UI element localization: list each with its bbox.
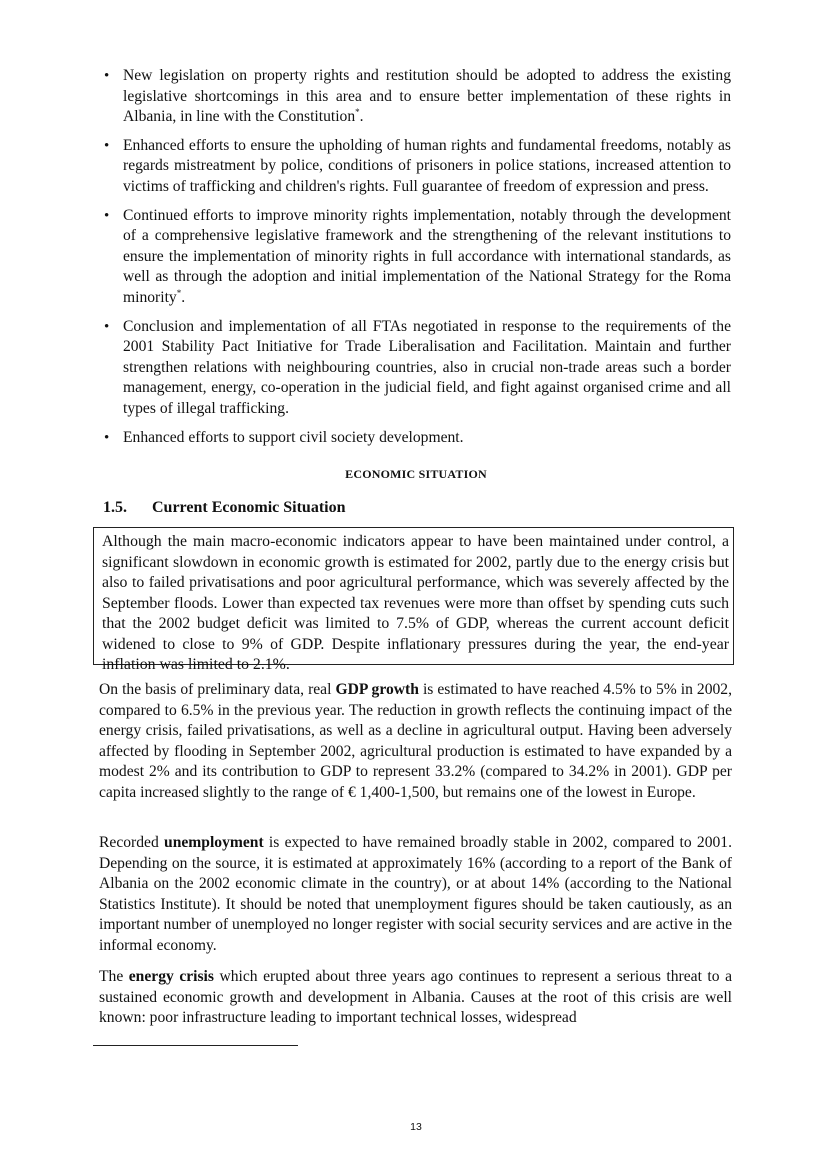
bold-term: energy crisis bbox=[128, 968, 214, 985]
footnote-mark: * bbox=[176, 287, 182, 298]
section-title: Current Economic Situation bbox=[152, 499, 346, 516]
gdp-paragraph bbox=[99, 680, 732, 803]
list-item-text: Enhanced efforts to ensure the upholding of human rights and fundamental freedoms, notably as regards mistreatment by police, conditions of prisoners in police stations, increased attention to victims of trafficking and children's rights. Full guarantee of freedom of expression and press. bbox=[123, 136, 731, 195]
list-item bbox=[103, 66, 731, 128]
footnote-separator bbox=[93, 1045, 298, 1046]
paragraph-text: is estimated to have reached 4.5% to 5% in 2002, compared to 6.5% in the previous year. The reduction in growth reflects the continuing impact of the energy crisis, failed privatisations, as well as a decline in agricultural output. Having been adversely affected by flooding in September 2002, agricultural production is estimated to have expanded by a modest 2% and its contribution to GDP to represent 33.2% (compared to 34.2% in 2001). GDP per capita increased slightly to the range of € 1,400-1,500, but remains one of the lowest in Europe. bbox=[99, 681, 732, 801]
footnote-mark: * bbox=[355, 107, 360, 117]
list-item-text: New legislation on property rights and restitution should be adopted to address the existing legislative shortcomings in this area and to ensure better implementation of these rights in Albania, in line with the Constitution bbox=[123, 67, 731, 126]
list-item-text: Continued efforts to improve minority rights implementation, notably through the development of a comprehensive legislative framework and the strengthening of the relevant institutions to ensure the implementation of minority rights in full accordance with international standards, as well as through the adoption and initial implementation of the National Strategy for the Roma minority bbox=[123, 206, 731, 306]
list-item-end: . bbox=[181, 288, 186, 306]
list-item bbox=[103, 136, 731, 198]
unemployment-paragraph bbox=[99, 833, 732, 956]
paragraph-text: On the basis of preliminary data, real bbox=[99, 681, 336, 698]
bold-term: GDP growth bbox=[335, 681, 419, 698]
part-heading: ECONOMIC SITUATION bbox=[345, 467, 487, 481]
energy-paragraph bbox=[99, 967, 732, 1029]
bold-term: unemployment bbox=[164, 834, 264, 851]
paragraph-text: which erupted about three years ago continues to represent a serious threat to a sustained economic growth and development in Albania. Causes at the root of this crisis are well known: poor infrastructure leading to important technical losses, widespread bbox=[99, 968, 732, 1026]
paragraph-text: Recorded bbox=[99, 834, 165, 851]
list-item bbox=[103, 317, 731, 420]
list-item-end: . bbox=[359, 108, 364, 126]
paragraph-text: is expected to have remained broadly stable in 2002, compared to 2001. Depending on the source, it is estimated at approximately 16% (according to a report of the Bank of Albania on the 2002 economic climate in the country), or at about 14% (according to the National Statistics Institute). It should be noted that unemployment figures should be taken cautiously, as an important number of unemployed no longer register with social security services and are active in the informal economy. bbox=[99, 834, 732, 954]
section-number: 1.5. bbox=[103, 499, 127, 516]
paragraph-text: The bbox=[99, 968, 129, 985]
page-number: 13 bbox=[410, 1121, 422, 1133]
list-item-text: Enhanced efforts to support civil society development. bbox=[123, 428, 464, 446]
list-item-text: Conclusion and implementation of all FTAs negotiated in response to the requirements of the 2001 Stability Pact Initiative for Trade Liberalisation and Facilitation. Maintain and further strengthen relations with neighbouring countries, also in crucial non-trade areas such a border management, energy, co-operation in the judicial field, and fight against organised crime and all types of illegal trafficking. bbox=[123, 317, 731, 417]
list-item bbox=[103, 206, 731, 309]
list-item bbox=[103, 428, 731, 449]
summary-box: Although the main macro-economic indicators appear to have been maintained under control, a significant slowdown in economic growth is estimated for 2002, partly due to the energy crisis but also to failed privatisations and poor agricultural performance, which was severely affected by the September floods. Lower than expected tax revenues were more than offset by spending cuts such that the 2002 budget deficit was limited to 7.5% of GDP, whereas the current account deficit widened to close to 9% of GDP. Despite inflationary pressures during the year, the end-year inflation was limited to 2.1%. bbox=[93, 527, 734, 665]
recommendations-list bbox=[103, 66, 731, 456]
